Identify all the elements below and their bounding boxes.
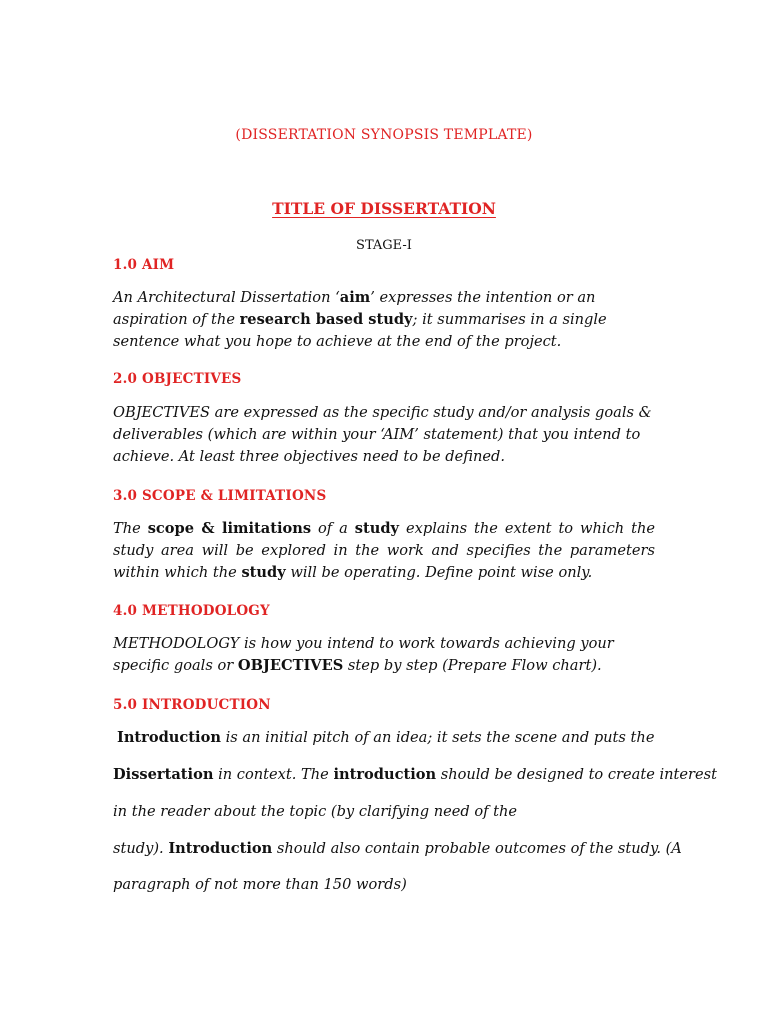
document-title [0, 199, 768, 218]
section-body-methodology [113, 633, 655, 677]
intro-text-1: is an initial pitch of an idea; it sets the scene and puts the [220, 729, 655, 746]
intro-bold-3: introduction [333, 766, 437, 783]
introduction-line-5 [113, 876, 407, 893]
introduction-line-2 [113, 766, 717, 783]
aim-bold-2: research based study [239, 311, 413, 328]
section-body-aim [113, 287, 655, 353]
scope-text-1: The [113, 520, 148, 537]
section-heading-objectives: 2.0 OBJECTIVES [113, 371, 242, 387]
scope-bold-2: study [354, 520, 400, 537]
stage-label: STAGE-I [356, 238, 412, 253]
intro-text-3: should be designed to create interest [436, 766, 718, 783]
aim-bold-1: aim [339, 289, 371, 306]
aim-text-2: ’ expresses the intention or an aspiration of the [113, 289, 596, 328]
section-heading-methodology: 4.0 METHODOLOGY [113, 603, 270, 619]
aim-text-1: An Architectural Dissertation ‘ [113, 289, 340, 306]
scope-text-3: explains the extent to which the study area will be explored in the work and specifies the parameters within which the [113, 520, 655, 581]
intro-bold-1: Introduction [117, 729, 221, 746]
intro-text-7: paragraph of not more than 150 words) [113, 876, 407, 893]
methodology-bold-1: OBJECTIVES [237, 657, 344, 674]
scope-bold-3: study [241, 564, 286, 581]
intro-text-5: study). [113, 840, 169, 857]
scope-text-2: of a [311, 520, 355, 537]
introduction-line-3 [113, 803, 517, 820]
scope-bold-1: scope & limitations [147, 520, 312, 537]
section-heading-introduction: 5.0 INTRODUCTION [113, 697, 271, 713]
section-body-scope [113, 518, 655, 584]
intro-text-6: should also contain probable outcomes of the study. (A [272, 840, 682, 857]
section-heading-scope: 3.0 SCOPE & LIMITATIONS [113, 488, 327, 504]
document-title-text: TITLE OF DISSERTATION [272, 199, 496, 218]
intro-bold-2: Dissertation [113, 766, 214, 783]
intro-bold-4: Introduction [168, 840, 273, 857]
introduction-line-1 [117, 729, 654, 746]
methodology-text-1: METHODOLOGY is how you intend to work towards achieving your specific goals or [113, 635, 614, 674]
aim-text-3: ; it summarises in a single sentence what you hope to achieve at the end of the project. [113, 311, 607, 350]
section-body-objectives: OBJECTIVES are expressed as the specific study and/or analysis goals & deliverables (which are within your ‘AIM’ statement) that you intend to achieve. At least three objectives need to be defined. [113, 404, 652, 465]
scope-text-4: will be operating. Define point wise only. [285, 564, 593, 581]
document-subtitle: (DISSERTATION SYNOPSIS TEMPLATE) [235, 127, 533, 143]
intro-text-4: in the reader about the topic (by clarifying need of the [113, 803, 518, 820]
section-heading-aim: 1.0 AIM [113, 257, 175, 273]
methodology-text-2: step by step (Prepare Flow chart). [343, 657, 602, 674]
introduction-line-4 [113, 840, 682, 857]
intro-text-2: in context. The [213, 766, 334, 783]
